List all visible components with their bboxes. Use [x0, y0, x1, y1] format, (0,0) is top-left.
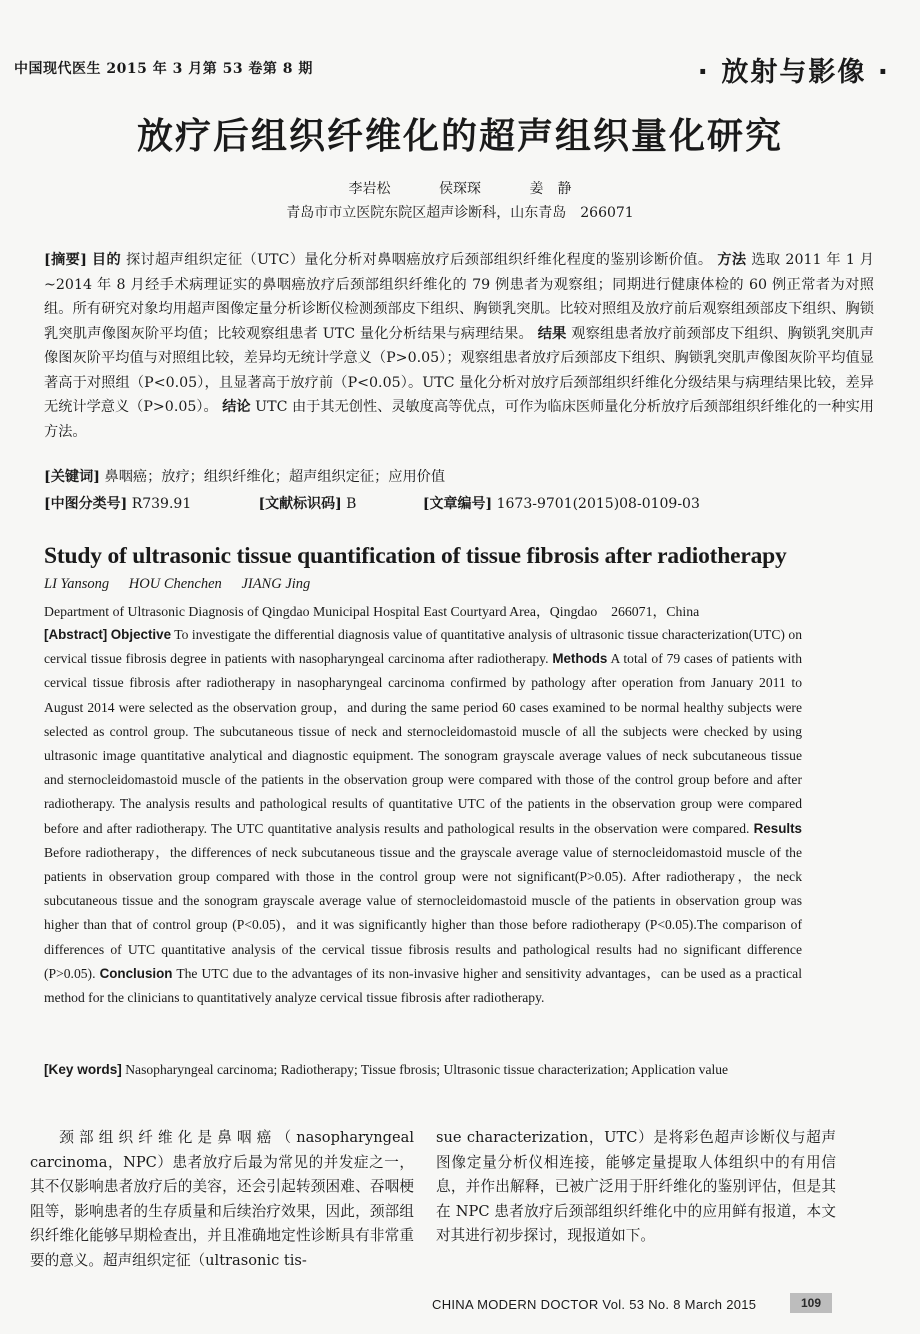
keywords-en-label: [Key words] [44, 1062, 122, 1077]
methods-label: 方法 [717, 252, 747, 268]
results-en-label: Results [753, 820, 802, 836]
methods-en-text: A total of 79 cases of patients with cervical tissue fibrosis after radiotherapy in nasopharyngeal carcinoma confirmed by pathology after operation from January 2011 to August 2014 were selected as the observation group，and during the same period 60 cases examined to be normal healthy subjects were selected as control group. The subcutaneous tissue of neck and sternocleidomastoid muscle of all the subjects were checked by using ultrasonic image quantitative analytical and diagnostic equipment. The sonogram grayscale average values of neck subcutaneous tissue and sternocleidomastoid muscle of the patients in the observation group were compared with those of the control group before and after radiotherapy. The analysis results and pathological results of quantitative UTC of the patients in the observation group were compared before and after radiotherapy. The UTC quantitative analysis results and pathological results in the observation were compared. [44, 651, 802, 836]
objective-en-label: Objective [110, 627, 172, 642]
author-cn: 李岩松 [348, 181, 391, 197]
keywords-en-text: Nasopharyngeal carcinoma; Radiotherapy; Tissue fbrosis; Ultrasonic tissue characterization; Application value [125, 1062, 729, 1077]
objective-en-text: To investigate the differential diagnosis value of quantitative analysis of ultrasonic tissue characterization(UTC) on cervical tissue fibrosis degree in patients with nasopharyngeal carcinoma after radiotherapy. [44, 627, 803, 667]
clc-value: R739.91 [131, 496, 192, 512]
title-en: Study of ultrasonic tissue quantification of tissue fibrosis after radiotherapy [44, 543, 787, 569]
title-cn: 放疗后组织纤维化的超声组织量化研究 [136, 116, 783, 157]
keywords-en [44, 1058, 802, 1082]
results-en-text: Before radiotherapy，the differences of neck subcutaneous tissue and the grayscale average value of sternocleidomastoid muscle of the patients in observation group compared with those in the control group were not significant(P>0.05). After radiotherapy，the neck subcutaneous tissue and the sonogram grayscale average value of sternocleidomastoid muscle of the patients in observation group was higher than that of control group (P<0.05)，and it was significantly higher than those before radiotherapy (P<0.05).The comparison of differences of UTC quantitative analysis of the cervical tissue fibrosis results and pathological results had no significant difference (P>0.05). [44, 844, 802, 981]
conclusion-en-label: Conclusion [99, 965, 173, 981]
conclusion-en-text: The UTC due to the advantages of its non-invasive higher and sensitivity advantages，can be used as a practical method for the clinicians to quantitatively analyze cervical tissue fibrosis after radiotherapy. [44, 965, 802, 1006]
conclusion-text: UTC 由于其无创性、灵敏度高等优点，可作为临床医师量化分析放疗后颈部组织纤维化的一种实用方法。 [44, 399, 874, 440]
affiliation-cn: 青岛市市立医院东院区超声诊断科，山东青岛 266071 [286, 205, 634, 221]
footer-journal: CHINA MODERN DOCTOR Vol. 53 No. 8 March 2015 [432, 1297, 757, 1312]
affiliation-en: Department of Ultrasonic Diagnosis of Qingdao Municipal Hospital East Courtyard Area，Qingdao 266071，China [44, 604, 700, 619]
author-cn: 侯琛琛 [439, 181, 481, 197]
abstract-label: [摘要] [44, 252, 87, 268]
authors-cn [0, 178, 920, 198]
page-number: 109 [790, 1293, 832, 1313]
article-value: 1673-9701(2015)08-0109-03 [496, 496, 700, 512]
authors-en [44, 576, 326, 593]
abstract-cn [44, 248, 874, 444]
conclusion-label: 结论 [222, 399, 251, 415]
methods-text: 选取 2011 年 1 月~2014 年 8 月经手术病理证实的鼻咽癌放疗后颈部组织纤维化的 79 例患者为观察组；同期进行健康体检的 60 例正常者为对照组。所有研究对象均用超声图像定量分析诊断仪检测颈部皮下组织、胸锁乳突肌。比较对照组及放疗前后观察组颈部皮下组织、胸锁乳突肌声像图灰阶平均值；比较观察组患者 UTC 量化分析结果与病理结果。 [44, 252, 874, 342]
section-label: · 放射与影像 · [697, 57, 890, 88]
classification-line [44, 493, 874, 513]
body-right-column: sue characterization，UTC）是将彩色超声诊断仪与超声图像定量分析仪相连接，能够定量提取人体组织中的有用信息，并作出解释，已被广泛用于肝纤维化的鉴别评估，但是其在 NPC 患者放疗后颈部组织纤维化中的应用鲜有报道，本文对其进行初步探讨，现报道如下。 [436, 1129, 836, 1244]
keywords-cn [44, 466, 874, 486]
results-label: 结果 [537, 325, 567, 342]
journal-header: 中国现代医生 2015 年 3 月第 53 卷第 8 期 [14, 61, 313, 77]
methods-en-label: Methods [552, 651, 608, 667]
objective-label: 目的 [91, 252, 122, 268]
doc-label: [文献标识码] [258, 496, 342, 512]
author-cn: 姜 静 [529, 181, 572, 197]
results-text: 观察组患者放疗前颈部皮下组织、胸锁乳突肌声像图灰阶平均值与对照组比较，差异均无统计学意义（P>0.05）；观察组患者放疗后颈部皮下组织、胸锁乳突肌声像图灰阶平均值显著高于对照组（P<0.05），且显著高于放疗前（P<0.05）。UTC 量化分析对放疗后颈部组织纤维化分级结果与病理结果比较，差异无统计学意义（P>0.05）。 [44, 325, 874, 415]
keywords-text: 鼻咽癌；放疗；组织纤维化；超声组织定征；应用价值 [104, 469, 446, 485]
body-left-column: 颈部组织纤维化是鼻咽癌（nasopharyngeal carcinoma，NPC）患者放疗后最为常见的并发症之一，其不仅影响患者放疗后的美容，还会引起转颈困难、吞咽梗阻等，影响患者的生存质量和后续治疗效果，因此，颈部组织纤维化能够早期检查出，并且准确地定性诊断具有非常重要的意义。超声组织定征（ultrasonic tis- [30, 1129, 414, 1269]
keywords-label: [关键词] [44, 469, 100, 485]
abstract-en [44, 623, 802, 1010]
abstract-en-label: [Abstract] [44, 627, 108, 642]
doc-value: B [346, 496, 357, 512]
author-en: LI Yansong [44, 576, 110, 592]
article-label: [文章编号] [422, 496, 493, 512]
author-en: HOU Chenchen [128, 576, 222, 592]
clc-label: [中图分类号] [44, 496, 128, 512]
author-en: JIANG Jing [241, 576, 311, 592]
objective-text: 探讨超声组织定征（UTC）量化分析对鼻咽癌放疗后颈部组织纤维化程度的鉴别诊断价值。 [125, 252, 713, 268]
